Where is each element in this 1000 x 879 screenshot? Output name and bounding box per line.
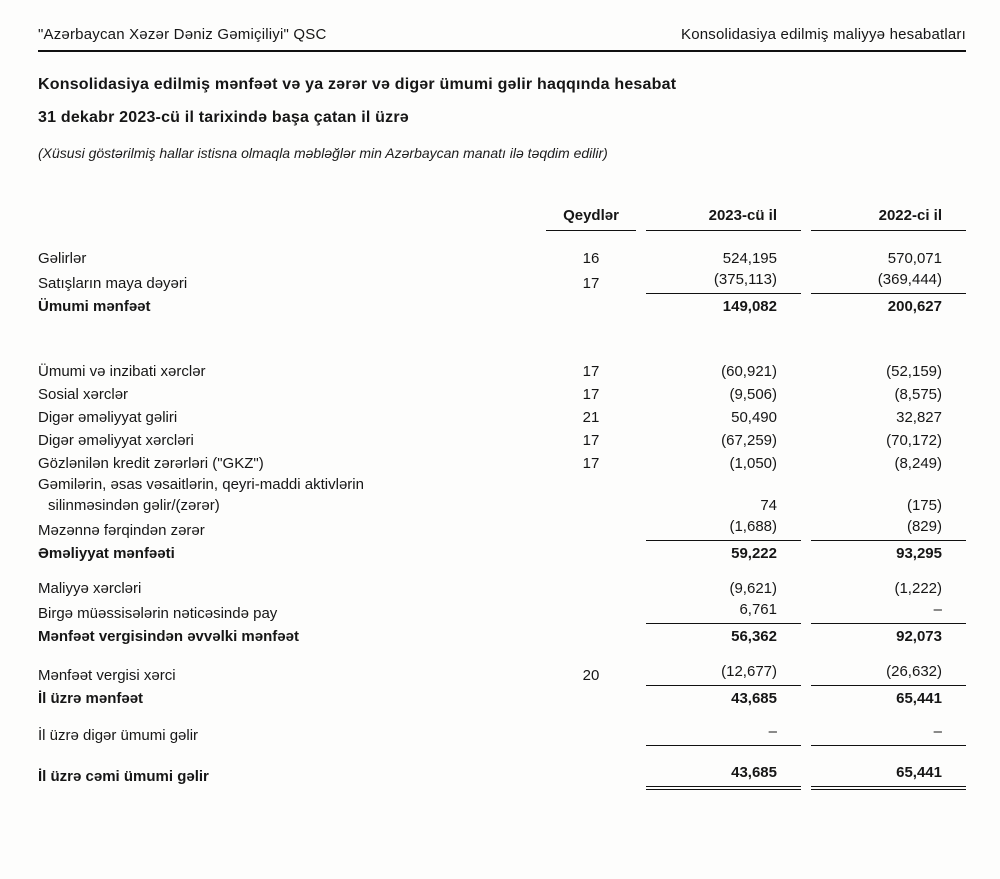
currency-note: (Xüsusi göstərilmiş hallar istisna olmaqla məbləğlər min Azərbaycan manatı ilə təqdim edilir) <box>38 145 608 161</box>
row-label-line: Əməliyyat mənfəəti <box>38 545 175 562</box>
row-label-line: Məzənnə fərqindən zərər <box>38 522 205 539</box>
col-header-2023: 2023-cü il <box>646 205 801 231</box>
table-row <box>38 686 966 709</box>
row-label-line: Birgə müəssisələrin nəticəsində pay <box>38 605 278 622</box>
table-row <box>38 541 966 564</box>
amount-2023-cell: (60,921) <box>721 363 777 380</box>
amount-2023-cell: (67,259) <box>721 432 777 449</box>
amount-2022-cell: – <box>811 721 966 746</box>
amount-2023-cell: 74 <box>760 497 777 514</box>
row-label-line: Mənfəət vergisindən əvvəlki mənfəət <box>38 628 299 645</box>
statement-title: Konsolidasiya edilmiş mənfəət və ya zərər və digər ümumi gəlir haqqında hesabat <box>38 76 677 93</box>
table-row <box>38 451 966 474</box>
note-cell: 17 <box>582 455 600 472</box>
row-label <box>38 296 546 317</box>
amount-2023-cell: 524,195 <box>722 250 777 267</box>
row-label <box>38 384 546 405</box>
table-row <box>38 576 966 599</box>
amount-2023-cell: (1,688) <box>646 516 801 541</box>
note-cell: 21 <box>582 409 600 426</box>
note-cell: 17 <box>582 275 600 292</box>
amount-2022-cell: 65,441 <box>896 690 942 707</box>
table-row <box>38 269 966 294</box>
statement-section <box>38 576 966 647</box>
table-row <box>38 624 966 647</box>
table-row <box>38 721 966 746</box>
amount-2023-cell: (12,677) <box>646 661 801 686</box>
amount-2022-cell: (8,575) <box>894 386 942 403</box>
row-label <box>38 248 546 269</box>
amount-2022-cell: (52,159) <box>886 363 942 380</box>
row-label-line: Satışların maya dəyəri <box>38 275 188 292</box>
amount-2022-cell: 570,071 <box>887 250 942 267</box>
row-label-line: Ümumi mənfəət <box>38 298 151 315</box>
statement-section <box>38 661 966 709</box>
row-label <box>38 725 546 746</box>
row-label <box>38 407 546 428</box>
table-header-row <box>38 205 966 231</box>
amount-2023-cell: 149,082 <box>722 298 777 315</box>
amount-2023-cell: 6,761 <box>646 599 801 624</box>
document-header <box>38 26 966 52</box>
row-label-line: Digər əməliyyat xərcləri <box>38 432 194 449</box>
row-label-line: Ümumi və inzibati xərclər <box>38 363 206 380</box>
row-label-line: Gəlirlər <box>38 250 87 267</box>
amount-2023-cell: – <box>646 721 801 746</box>
col-header-notes: Qeydlər <box>546 205 636 231</box>
row-label <box>38 688 546 709</box>
row-label <box>38 453 546 474</box>
statement-table <box>38 205 966 787</box>
row-label <box>38 626 546 647</box>
table-row <box>38 428 966 451</box>
row-label-line: Mənfəət vergisi xərci <box>38 667 176 684</box>
table-row <box>38 246 966 269</box>
table-row <box>38 474 966 516</box>
amount-2022-cell: 65,441 <box>811 762 966 787</box>
table-row <box>38 359 966 382</box>
row-label <box>38 578 546 599</box>
amount-2023-cell: (375,113) <box>646 269 801 294</box>
amount-2023-cell: (1,050) <box>729 455 777 472</box>
row-label <box>38 273 546 294</box>
row-label <box>38 520 546 541</box>
amount-2022-cell: 200,627 <box>887 298 942 315</box>
amount-2022-cell: – <box>811 599 966 624</box>
table-row <box>38 762 966 787</box>
amount-2023-cell: 50,490 <box>731 409 777 426</box>
row-label <box>38 361 546 382</box>
statement-period: 31 dekabr 2023-cü il tarixində başa çatan il üzrə <box>38 109 409 126</box>
amount-2023-cell: (9,506) <box>729 386 777 403</box>
amount-2022-cell: (70,172) <box>886 432 942 449</box>
table-row <box>38 661 966 686</box>
row-label-line: silinməsindən gəlir/(zərər) <box>48 497 220 514</box>
statement-section <box>38 762 966 787</box>
amount-2023-cell: 43,685 <box>646 762 801 787</box>
table-row <box>38 405 966 428</box>
row-label-line: İl üzrə cəmi ümumi gəlir <box>38 768 209 785</box>
row-label-line: Gözlənilən kredit zərərləri ("GKZ") <box>38 455 264 472</box>
row-label <box>38 430 546 451</box>
amount-2023-cell: 43,685 <box>731 690 777 707</box>
amount-2022-cell: (829) <box>811 516 966 541</box>
amount-2023-cell: 56,362 <box>731 628 777 645</box>
row-label-line: İl üzrə mənfəət <box>38 690 144 707</box>
amount-2022-cell: (1,222) <box>894 580 942 597</box>
row-label-line: Digər əməliyyat gəliri <box>38 409 178 426</box>
statement-section <box>38 359 966 564</box>
amount-2022-cell: 93,295 <box>896 545 942 562</box>
report-type-label: Konsolidasiya edilmiş maliyyə hesabatları <box>681 26 966 43</box>
table-row <box>38 516 966 541</box>
company-name: "Azərbaycan Xəzər Dəniz Gəmiçiliyi" QSC <box>38 26 327 43</box>
note-cell: 20 <box>582 667 600 684</box>
amount-2022-cell: 92,073 <box>896 628 942 645</box>
row-label <box>38 543 546 564</box>
amount-2023-cell: (9,621) <box>729 580 777 597</box>
row-label <box>38 474 546 516</box>
statement-section <box>38 246 966 317</box>
table-row <box>38 382 966 405</box>
row-label-line: Gəmilərin, əsas vəsaitlərin, qeyri-maddi aktivlərin <box>38 476 364 493</box>
row-label-line: İl üzrə digər ümumi gəlir <box>38 727 199 744</box>
note-cell: 17 <box>582 363 600 380</box>
statement-body <box>38 246 966 787</box>
row-label-line: Sosial xərclər <box>38 386 129 403</box>
row-label-line: Maliyyə xərcləri <box>38 580 142 597</box>
row-label <box>38 766 546 787</box>
amount-2022-cell: (8,249) <box>894 455 942 472</box>
table-row <box>38 294 966 317</box>
amount-2022-cell: (369,444) <box>811 269 966 294</box>
table-row <box>38 599 966 624</box>
note-cell: 17 <box>582 386 600 403</box>
note-cell: 17 <box>582 432 600 449</box>
col-header-2022: 2022-ci il <box>811 205 966 231</box>
amount-2022-cell: (26,632) <box>811 661 966 686</box>
row-label <box>38 603 546 624</box>
statement-section <box>38 721 966 746</box>
amount-2023-cell: 59,222 <box>731 545 777 562</box>
note-cell: 16 <box>582 250 600 267</box>
row-label <box>38 665 546 686</box>
amount-2022-cell: 32,827 <box>896 409 942 426</box>
amount-2022-cell: (175) <box>906 497 942 514</box>
